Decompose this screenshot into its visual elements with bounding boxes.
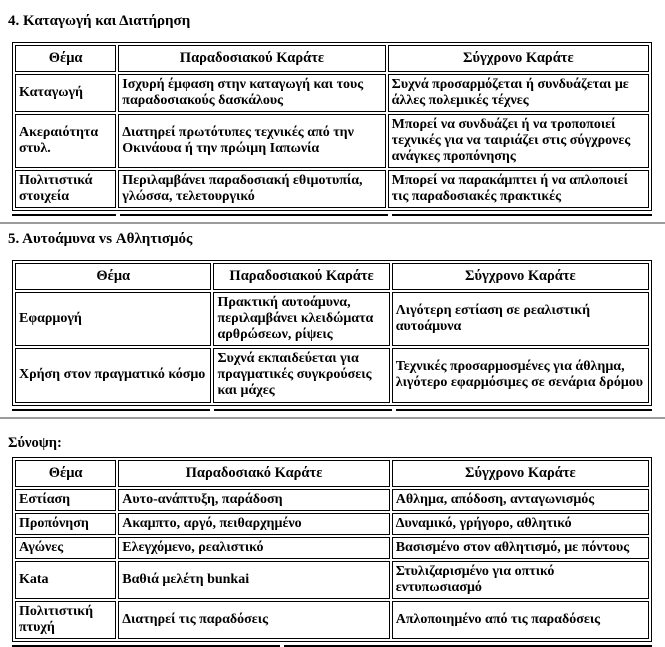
cutoff-row-border-segment [120,214,388,216]
value-cell: Αυτο-ανάπτυξη, παράδοση [118,489,389,511]
section-origin-preservation [8,12,655,224]
value-cell: Απλοποιημένο από τις παραδόσεις [392,601,649,639]
column-header: Σύγχρονο Καράτε [392,263,649,290]
value-cell: Ακαμπτο, αργό, πειθαρχημένο [118,513,389,535]
value-cell: Μπορεί να παρακάμπτει ή να απλοποιεί τις παραδοσιακές πρακτικές [388,170,649,208]
value-cell: Βαθιά μελέτη bunkai [118,561,389,599]
topic-cell: Καταγωγή [15,74,116,112]
value-cell: Βασισμένο στον αθλητισμό, με πόντους [392,537,649,559]
topic-cell: Εστίαση [15,489,116,511]
cutoff-row-border [12,409,652,411]
section-divider [0,222,665,224]
column-header: Παραδοσιακού Καράτε [118,45,385,72]
topic-cell: Πολιτιστικά στοιχεία [15,170,116,208]
topic-cell: Πολιτιστική πτυχή [15,601,116,639]
value-cell: Δυναμικό, γρήγορο, αθλητικό [392,513,649,535]
cutoff-row-border-segment [392,214,652,216]
section-selfdefense-sport [8,230,655,418]
cutoff-row-border [12,214,652,216]
value-cell: Διατηρεί πρωτότυπες τεχνικές από την Οκινάουα ή την πρώιμη Ιαπωνία [118,114,385,168]
value-cell: Διατηρεί τις παραδόσεις [118,601,389,639]
section-heading: Σύνοψη: [8,434,62,451]
table-row [15,489,649,511]
cutoff-row-border-segment [12,214,116,216]
value-cell: Στυλιζαρισμένο για οπτικό εντυπωσιασμό [392,561,649,599]
table-row [15,292,649,346]
header-row [15,263,649,290]
table-row [15,74,649,112]
topic-cell: Προπόνηση [15,513,116,535]
column-header: Σύγχρονο Καράτε [388,45,649,72]
column-header: Παραδοσιακό Καράτε [118,460,389,487]
header-row [15,45,649,72]
topic-cell: Αγώνες [15,537,116,559]
table-row [15,348,649,402]
table-row [15,601,649,639]
topic-cell: Ακεραιότητα στυλ. [15,114,116,168]
value-cell: Πρακτική αυτοάμυνα, περιλαμβάνει κλειδώματα αρθρώσεων, ρίψεις [213,292,389,346]
value-cell: Περιλαμβάνει παραδοσιακή εθιμοτυπία, γλώσσα, τελετουργικό [118,170,385,208]
value-cell: Μπορεί να συνδυάζει ή να τροποποιεί τεχνικές για να ταιριάζει στις σύγχρονες ανάγκες προπόνησης [388,114,649,168]
table-row [15,537,649,559]
comparison-table-summary [12,457,652,642]
cutoff-row-border-segment [396,409,652,411]
value-cell: Ισχυρή έμφαση στην καταγωγή και τους παραδοσιακούς δασκάλους [118,74,385,112]
section-divider [0,417,665,419]
topic-cell: Εφαρμογή [15,292,211,346]
comparison-table-selfdefense [12,260,652,405]
table-row [15,561,649,599]
column-header: Θέμα [15,45,116,72]
value-cell: Αθλημα, απόδοση, ανταγωνισμός [392,489,649,511]
value-cell: Τεχνικές προσαρμοσμένες για άθλημα, λιγότερο εφαρμόσιμες σε σενάρια δρόμου [392,348,649,402]
column-header: Θέμα [15,460,116,487]
column-header: Σύγχρονο Καράτε [392,460,649,487]
cutoff-row-border-segment [12,409,210,411]
value-cell: Λιγότερη εστίαση σε ρεαλιστική αυτοάμυνα [392,292,649,346]
table-row [15,513,649,535]
table-row [15,170,649,208]
cutoff-row-border-segment [214,409,392,411]
value-cell: Συχνά προσαρμόζεται ή συνδυάζεται με άλλες πολεμικές τέχνες [388,74,649,112]
column-header: Θέμα [15,263,211,290]
section-heading: 4. Καταγωγή και Διατήρηση [8,13,191,29]
column-header: Παραδοσιακού Καράτε [213,263,389,290]
table-row [15,114,649,168]
value-cell: Συχνά εκπαιδεύεται για πραγματικές συγκρούσεις και μάχες [213,348,389,402]
topic-cell: Χρήση στον πραγματικό κόσμο [15,348,211,402]
value-cell: Ελεγχόμενο, ρεαλιστικό [118,537,389,559]
header-row [15,460,649,487]
section-summary [8,435,655,647]
section-heading: 5. Αυτοάμυνα vs Αθλητισμός [8,231,193,248]
comparison-table-origin [12,42,652,211]
topic-cell: Kata [15,561,116,599]
